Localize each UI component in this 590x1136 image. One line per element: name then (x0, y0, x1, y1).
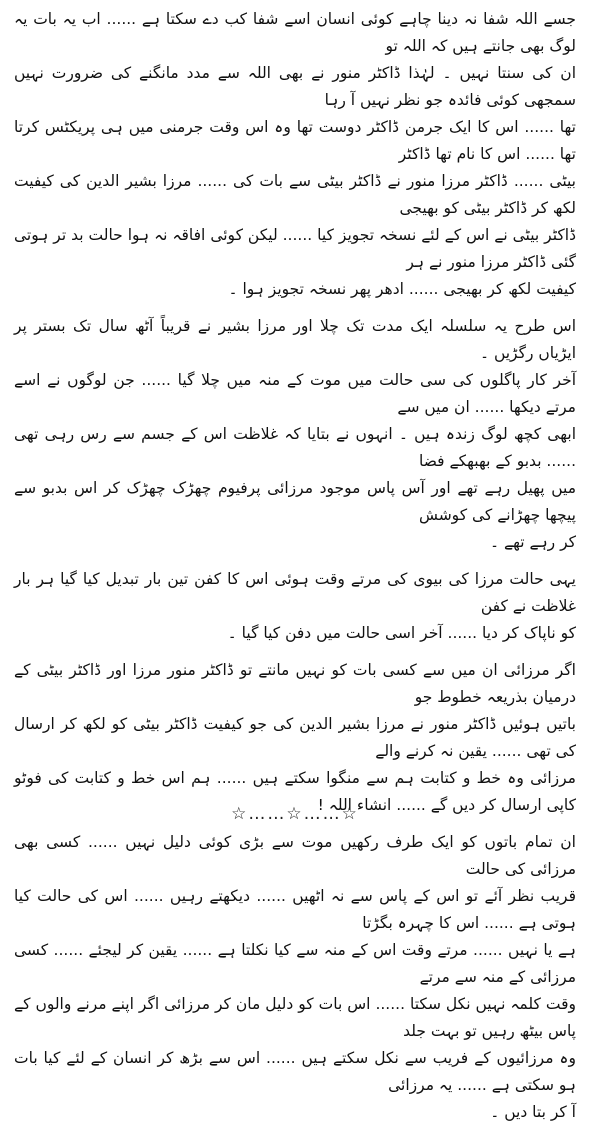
text-line: تھا ...... اس کا ایک جرمن ڈاکٹر دوست تھا وہ اس وقت جرمنی میں ہی پریکٹس کرتا تھا ...... اس کا نام تھا ڈاکٹر (14, 118, 576, 163)
text-line: کر رہے تھے ۔ (490, 533, 576, 551)
text-line: قریب نظر آئے تو اس کے پاس سے نہ اٹھیں ...... دیکھتے رہیں ...... اس کی حالت کیا ہوتی ہے ...... اس کا چہرہ بگڑتا (14, 887, 576, 932)
document-body (14, 6, 576, 1136)
text-line: آخر کار پاگلوں کی سی حالت میں موت کے منہ میں چلا گیا ...... جن لوگوں نے اسے مرتے دیکھا ...... ان میں سے (14, 371, 576, 416)
text-line: ہے یا نہیں ...... مرتے وقت اس کے منہ سے کیا نکلتا ہے ...... یقین کر لیجئے ...... کسی مرزائی کے منہ سے مرتے (14, 941, 576, 986)
paragraph-4 (14, 657, 576, 819)
text-line: وقت کلمہ نہیں نکل سکتا ...... اس بات کو دلیل مان کر مرزائی اگر اپنے مرنے والوں کے پاس بیٹھ رہیں تو بہت جلد (14, 995, 576, 1040)
text-line: کیفیت لکھ کر بھیجی ...... ادھر پھر نسخہ تجویز ہوا ۔ (228, 280, 576, 298)
paragraph-1 (14, 6, 576, 303)
text-line: ڈاکٹر بیٹی نے اس کے لئے نسخہ تجویز کیا ...... لیکن کوئی افاقہ نہ ہوا حالت بد تر ہوتی گئی ڈاکٹر مرزا منور نے ہر (14, 226, 576, 271)
text-line: جسے اللہ شفا نہ دینا چاہے کوئی انسان اسے شفا کب دے سکتا ہے ...... اب یہ بات یہ لوگ بھی جانتے ہیں کہ اللہ تو (14, 10, 576, 55)
text-line: ان تمام باتوں کو ایک طرف رکھیں موت سے بڑی کوئی دلیل نہیں ...... کسی بھی مرزائی کی حالت (14, 833, 576, 878)
text-line: یہی حالت مرزا کی بیوی کی مرتے وقت ہوئی اس کا کفن تین بار تبدیل کیا گیا ہر بار غلاظت نے کفن (14, 570, 576, 615)
text-line: باتیں ہوئیں ڈاکٹر منور نے مرزا بشیر الدین کی جو کیفیت ڈاکٹر بیٹی کو لکھ کر ارسال کی تھی ...... یقین نہ کرنے والے (14, 715, 576, 760)
text-line: مرزائی وہ خط و کتابت ہم سے منگوا سکتے ہیں ...... ہم اس خط و کتابت کی فوٹو کاپی ارسال کر دیں گے ...... انشاء اللہ ! (14, 769, 576, 814)
text-line: اگر مرزائی ان میں سے کسی بات کو نہیں مانتے تو ڈاکٹر منور مرزا اور ڈاکٹر بیٹی کے درمیان بذریعہ خطوط جو (14, 661, 576, 706)
text-line: بیٹی ...... ڈاکٹر مرزا منور نے ڈاکٹر بیٹی سے بات کی ...... مرزا بشیر الدین کی کیفیت لکھ کر ڈاکٹر بیٹی کو بھیجی (14, 172, 576, 217)
text-line: ابھی کچھ لوگ زندہ ہیں ۔ انہوں نے بتایا کہ غلاظت اس کے جسم سے رس رہی تھی ...... بدبو کے بھبھکے فضا (14, 425, 576, 470)
paragraph-3 (14, 566, 576, 647)
text-line: آ کر بتا دیں ۔ (490, 1103, 576, 1121)
text-line: کو ناپاک کر دیا ...... آخر اسی حالت میں دفن کیا گیا ۔ (227, 624, 576, 642)
text-line: ان کی سنتا نہیں ۔ لہٰذا ڈاکٹر منور نے بھی اللہ سے مدد مانگنے کی ضرورت نہیں سمجھی کوئی فائدہ جو نظر نہیں آ رہا (14, 64, 576, 109)
text-line: وہ مرزائیوں کے فریب سے نکل سکتے ہیں ...... اس سے بڑھ کر انسان کے لئے کیا بات ہو سکتی ہے ...... یہ مرزائی (14, 1049, 576, 1094)
paragraph-2 (14, 313, 576, 556)
text-line: میں پھیل رہے تھے اور آس پاس موجود مرزائی پرفیوم چھڑک چھڑک کر اس بدبو سے پیچھا چھڑانے کی کوشش (14, 479, 576, 524)
section-end-ornament: ☆……☆……☆ (231, 804, 359, 824)
text-line: اس طرح یہ سلسلہ ایک مدت تک چلا اور مرزا بشیر نے قریباً آٹھ سال تک بستر پر ایڑیاں رگڑیں ۔ (14, 317, 576, 362)
paragraph-5 (14, 829, 576, 1126)
